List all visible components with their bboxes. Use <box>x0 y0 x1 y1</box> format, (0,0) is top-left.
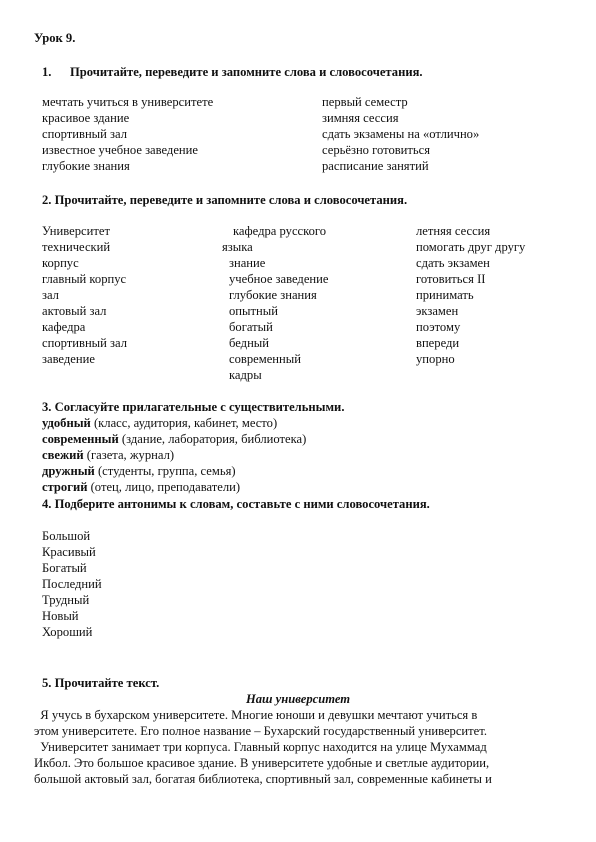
noun-options: (здание, лаборатория, библиотека) <box>118 432 307 446</box>
noun-options: (класс, аудитория, кабинет, место) <box>90 416 278 430</box>
list-item: готовиться II <box>416 272 486 286</box>
list-item: главный корпус <box>42 272 127 286</box>
task2-column-2 <box>229 255 328 383</box>
list-item: расписание занятий <box>322 159 429 173</box>
list-item: серьёзно готовиться <box>322 143 431 157</box>
adjective-word: удобный <box>42 416 91 430</box>
list-item <box>42 479 306 495</box>
list-item: поэтому <box>416 320 461 334</box>
text-line: Я учусь в бухарском университете. Многие юноши и девушки мечтают учиться в <box>34 708 478 722</box>
list-item: кафедра русского <box>233 224 327 238</box>
list-item: современный <box>229 352 301 366</box>
list-item: красивое здание <box>42 111 130 125</box>
list-item: известное учебное заведение <box>42 143 198 157</box>
list-item: Большой <box>42 529 91 543</box>
list-item: сдать экзамен <box>416 256 490 270</box>
list-item: Университет <box>42 224 110 238</box>
task1-heading: Прочитайте, переведите и запомните слова и словосочетания. <box>70 65 423 79</box>
list-item: впереди <box>416 336 460 350</box>
list-item: сдать экзамены на «отлично» <box>322 127 480 141</box>
list-item: бедный <box>229 336 270 350</box>
list-item: глубокие знания <box>229 288 317 302</box>
list-item: спортивный зал <box>42 127 127 141</box>
list-item: летняя сессия <box>416 224 491 238</box>
task2-heading: 2. Прочитайте, переведите и запомните слова и словосочетания. <box>42 193 408 207</box>
list-item: Последний <box>42 577 102 591</box>
noun-options: (студенты, группа, семья) <box>94 464 236 478</box>
list-item: экзамен <box>416 304 459 318</box>
text-line: этом университете. Его полное название – Бухарский государственный университет. <box>34 724 487 738</box>
lesson-title: Урок 9. <box>34 31 76 45</box>
adjective-word: свежий <box>42 448 84 462</box>
task2-column-3 <box>416 223 525 367</box>
list-item: Новый <box>42 609 79 623</box>
list-item: Богатый <box>42 561 87 575</box>
adjective-word: дружный <box>42 464 95 478</box>
list-item: мечтать учиться в университете <box>42 95 214 109</box>
task5-heading: 5. Прочитайте текст. <box>42 676 160 690</box>
task3-heading: 3. Согласуйте прилагательные с существительными. <box>42 400 345 414</box>
list-item <box>42 447 306 463</box>
list-item <box>42 415 306 431</box>
list-item: упорно <box>416 352 455 366</box>
list-item: Трудный <box>42 593 90 607</box>
list-item: богатый <box>229 320 273 334</box>
list-item: корпус <box>42 256 79 270</box>
list-item: Хороший <box>42 625 93 639</box>
list-item <box>42 463 306 479</box>
noun-options: (газета, журнал) <box>83 448 175 462</box>
noun-options: (отец, лицо, преподаватели) <box>87 480 241 494</box>
task1-column-left <box>42 94 213 174</box>
list-item: языка <box>222 240 253 254</box>
reading-text <box>34 707 574 787</box>
text-line: Университет занимает три корпуса. Главный корпус находится на улице Мухаммад <box>34 740 487 754</box>
text-line: Икбол. Это большое красивое здание. В университете удобные и светлые аудитории, <box>34 756 490 770</box>
task4-heading: 4. Подберите антонимы к словам, составьте с ними словосочетания. <box>42 497 430 511</box>
list-item: зал <box>42 288 59 302</box>
list-item: спортивный зал <box>42 336 127 350</box>
task3-list <box>42 415 306 495</box>
list-item: первый семестр <box>322 95 408 109</box>
list-item: знание <box>229 256 266 270</box>
text-line: большой актовый зал, богатая библиотека, спортивный зал, современные кабинеты и <box>34 772 492 786</box>
list-item: Красивый <box>42 545 96 559</box>
task1-column-right <box>322 94 479 174</box>
list-item: кадры <box>229 368 262 382</box>
task2-column-1 <box>42 223 127 367</box>
list-item: зимняя сессия <box>322 111 399 125</box>
text-title: Наш университет <box>245 692 351 706</box>
task1-number: 1. <box>42 65 52 79</box>
list-item: помогать друг другу <box>416 240 526 254</box>
list-item: учебное заведение <box>229 272 329 286</box>
adjective-word: современный <box>42 432 119 446</box>
list-item <box>42 431 306 447</box>
list-item: опытный <box>229 304 278 318</box>
list-item: кафедра <box>42 320 86 334</box>
list-item: заведение <box>42 352 95 366</box>
list-item: принимать <box>416 288 474 302</box>
list-item: технический <box>42 240 111 254</box>
task4-word-list <box>42 528 102 640</box>
adjective-word: строгий <box>42 480 88 494</box>
list-item: актовый зал <box>42 304 107 318</box>
list-item: глубокие знания <box>42 159 130 173</box>
